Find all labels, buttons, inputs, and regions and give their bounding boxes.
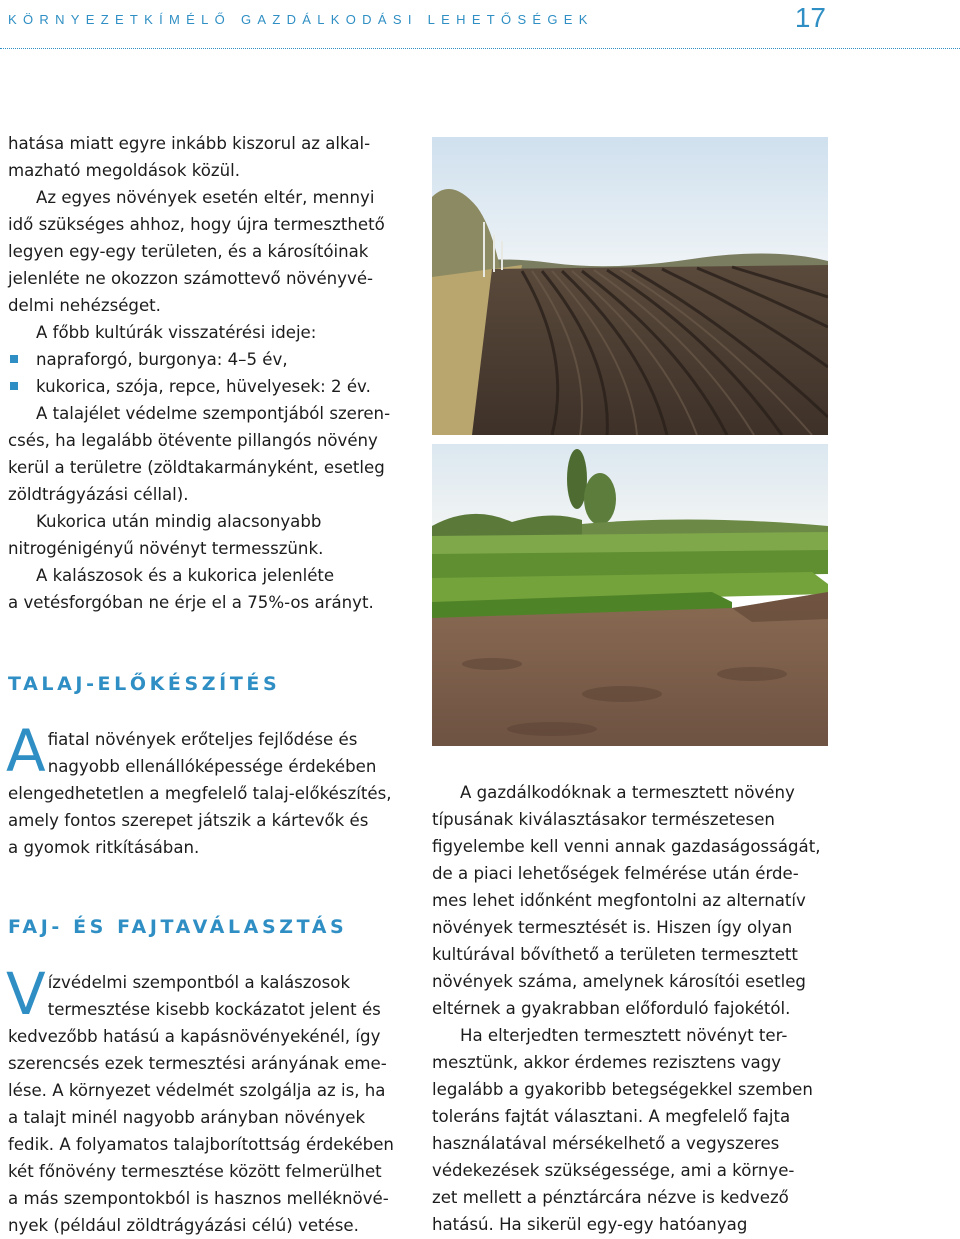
- section-heading-faj: FAJ- ÉS FAJTAVÁLASZTÁS: [8, 916, 348, 938]
- text-line: legyen egy-egy területen, és a károsítóinak: [8, 242, 369, 261]
- running-header: KÖRNYEZETKÍMÉLŐ GAZDÁLKODÁSI LEHETŐSÉGEK: [8, 12, 594, 27]
- text-line: figyelembe kell venni annak gazdaságosságát,: [432, 837, 821, 856]
- bullet-text: kukorica, szója, repce, hüvelyesek: 2 év.: [36, 377, 371, 396]
- text-line: Az egyes növények esetén eltér, mennyi: [36, 188, 375, 207]
- text-line: A talajélet védelme szempontjából szeren-: [36, 404, 391, 423]
- text-line: mesztünk, akkor érdemes rezisztens vagy: [432, 1053, 782, 1072]
- bullet-square-icon: [10, 382, 18, 390]
- text-line: hatású. Ha sikerül egy-egy hatóanyag: [432, 1215, 748, 1234]
- text-line: ízvédelmi szempontból a kalászosok: [47, 973, 351, 992]
- text-line: jelenléte ne okozzon számottevő növényvé-: [8, 269, 374, 288]
- text-line: eltérnek a gyakrabban előforduló fajokétól.: [432, 999, 791, 1018]
- text-line: legalább a gyakoribb betegségekkel szemben: [432, 1080, 813, 1099]
- text-line: termesztése kisebb kockázatot jelent és: [47, 1000, 381, 1019]
- text-line: növények termesztését is. Hiszen így olyan: [432, 918, 793, 937]
- text-line: két főnövény termesztése között felmerülhet: [8, 1162, 382, 1181]
- text-line: fedik. A folyamatos talajborítottság érdekében: [8, 1135, 394, 1154]
- text-line: mes lehet időnként megfontolni az alternatív: [432, 891, 806, 910]
- text-line: használatával mérsékelhető a vegyszeres: [432, 1134, 780, 1153]
- text-line: típusának kiválasztásakor természetesen: [432, 810, 775, 829]
- section-heading-talaj: TALAJ-ELŐKÉSZÍTÉS: [8, 673, 281, 695]
- right-column: [432, 779, 852, 1238]
- header-divider: [0, 48, 960, 50]
- section2-body: [6, 960, 428, 1239]
- text-line: zöldtrágyázási céllal).: [8, 485, 189, 504]
- text-line: növények száma, amelynek károsítói esetleg: [432, 972, 806, 991]
- section1-body: [6, 717, 428, 861]
- text-line: zet mellett a pénztárcára nézve is kedvező: [432, 1188, 789, 1207]
- text-line: a vetésforgóban ne érje el a 75%-os arányt.: [8, 593, 374, 612]
- page-number: 17: [794, 2, 826, 33]
- bullet-item: [8, 373, 428, 400]
- text-line: lése. A környezet védelmét szolgálja az is, ha: [8, 1081, 386, 1100]
- text-line: fiatal növények erőteljes fejlődése és: [47, 730, 358, 749]
- text-line: a talajt minél nagyobb arányban növények: [8, 1108, 366, 1127]
- text-line: védekezések szükségessége, ami a környe-: [432, 1161, 795, 1180]
- text-line: A gazdálkodóknak a termesztett növény: [460, 783, 795, 802]
- text-line: kerül a területre (zöldtakarmányként, esetleg: [8, 458, 385, 477]
- dropcap-paragraph: [6, 717, 428, 861]
- text-line: nyek (például zöldtrágyázási célú) vetése.: [8, 1216, 359, 1235]
- text-line: A kalászosok és a kukorica jelenléte: [36, 566, 335, 585]
- text-line: elengedhetetlen a megfelelő talaj-előkészítés,: [8, 784, 392, 803]
- text-line: Ha elterjedten termesztett növényt ter-: [460, 1026, 788, 1045]
- bullet-square-icon: [10, 355, 18, 363]
- text-line: de a piaci lehetőségek felmérése után érde-: [432, 864, 799, 883]
- green-crop-plots-photo: [432, 444, 828, 746]
- text-line: nagyobb ellenállóképessége érdekében: [47, 757, 377, 776]
- text-line: nitrogénigényű növényt termesszünk.: [8, 539, 324, 558]
- text-line: idő szükséges ahhoz, hogy újra termeszthető: [8, 215, 385, 234]
- dropcap-paragraph: [6, 960, 428, 1239]
- text-line: A főbb kultúrák visszatérési ideje:: [36, 323, 317, 342]
- text-line: kultúrával bővíthető a területen termesztett: [432, 945, 798, 964]
- dropcap-letter: A: [6, 717, 46, 785]
- text-line: amely fontos szerepet játszik a kártevők és: [8, 811, 369, 830]
- text-line: hatása miatt egyre inkább kiszorul az alkal-: [8, 134, 371, 153]
- text-line: toleráns fajtát választani. A megfelelő fajta: [432, 1107, 791, 1126]
- dropcap-letter: V: [6, 960, 46, 1028]
- text-line: kedvezőbb hatású a kapásnövényekénél, így: [8, 1027, 381, 1046]
- text-line: szerencsés ezek termesztési arányának eme-: [8, 1054, 387, 1073]
- text-line: Kukorica után mindig alacsonyabb: [36, 512, 322, 531]
- text-line: a gyomok ritkításában.: [8, 838, 200, 857]
- text-line: csés, ha legalább ötévente pillangós növény: [8, 431, 378, 450]
- bullet-text: napraforgó, burgonya: 4–5 év,: [36, 350, 288, 369]
- text-line: delmi nehézséget.: [8, 296, 161, 315]
- plowed-field-photo: [432, 137, 828, 435]
- text-line: a más szempontokból is hasznos melléknövé-: [8, 1189, 389, 1208]
- text-line: mazható megoldások közül.: [8, 161, 240, 180]
- left-column-top: [8, 130, 428, 616]
- bullet-item: [8, 346, 428, 373]
